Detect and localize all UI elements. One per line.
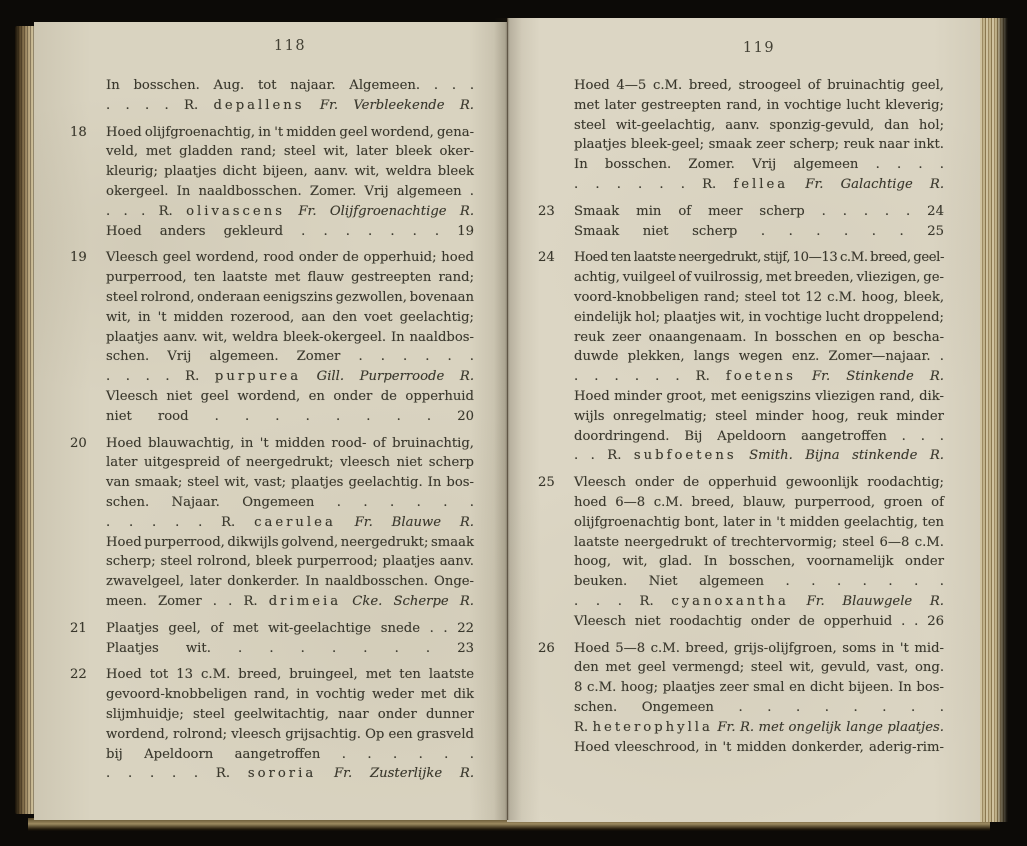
text-segment: hoog, wit, glad. In bosschen, voornamelijk onder	[574, 554, 945, 570]
text-segment: . . . . . R.	[106, 514, 255, 530]
text-line	[106, 222, 474, 242]
text-segment: purperrood, ten laatste met flauw gestreepten rand;	[106, 270, 475, 286]
species-authority-common-name: Fr. Verbleekende R.	[304, 97, 474, 113]
key-item	[70, 665, 475, 784]
text-segment: schen. Ongemeen . . . . . . . .	[574, 699, 944, 715]
text-line	[106, 665, 474, 685]
text-line	[574, 135, 944, 155]
text-line	[574, 678, 944, 698]
text-segment: reuk zeer onaangenaam. In bosschen en op bescha-	[574, 329, 945, 345]
text-segment: met later gestreepten rand, in vochtige lucht kleverig;	[574, 97, 944, 113]
text-segment: Hoed tot 13 c.M. breed, bruingeel, met ten laatste	[106, 667, 475, 683]
text-line	[574, 738, 944, 758]
text-line	[574, 513, 944, 533]
text-segment: okergeel. In naaldbosschen. Zomer. Vrij algemeen .	[106, 183, 474, 199]
species-authority-common-name: Fr. Olijfgroenachtige R.	[284, 203, 475, 219]
species-authority-common-name: Fr. R. met ongelijk lange plaatjes.	[712, 719, 944, 735]
text-line	[574, 248, 944, 268]
text-segment: Vleesch onder de opperhuid gewoonlijk roodachtig;	[574, 475, 945, 491]
text-segment: Vleesch niet geel wordend, en onder de opperhuid	[106, 388, 474, 404]
text-line	[106, 407, 474, 427]
text-line	[106, 76, 474, 96]
text-segment: van smaak; steel wit, vast; plaatjes geelachtig. In bos-	[106, 475, 475, 491]
text-segment: duwde plekken, langs wegen enz. Zomer—najaar. .	[574, 349, 944, 365]
text-segment: voord-knobbeligen rand; steel tot 12 c.M. hoog, bleek,	[574, 289, 945, 305]
text-line	[574, 718, 944, 738]
text-segment: In bosschen. Zomer. Vrij algemeen . . . .	[574, 157, 944, 173]
key-item	[574, 76, 944, 195]
text-segment: Hoed anders gekleurd . . . . . . . 19	[106, 223, 475, 239]
text-segment: Plaatjes wit. . . . . . . . 23	[106, 640, 474, 656]
text-segment: R.	[574, 719, 593, 735]
text-segment: . . . . . . R.	[574, 369, 726, 385]
text-segment: Hoed blauwachtig, in 't midden rood- of bruinachtig,	[106, 435, 474, 451]
text-segment: Vleesch niet roodachtig onder de opperhuid . . 26	[574, 613, 945, 629]
species-name: subfoetens	[633, 448, 737, 464]
text-line	[574, 572, 944, 592]
species-name: foetens	[725, 369, 796, 385]
text-segment: Hoed vleeschrood, in 't midden donkerder, aderig-rim-	[574, 739, 944, 755]
text-segment: wit, in 't midden rozerood, aan den voet geelachtig;	[106, 309, 474, 325]
text-line	[574, 493, 944, 513]
item-number: 23	[538, 203, 555, 219]
text-line	[106, 685, 474, 705]
text-line	[574, 639, 944, 659]
text-line	[574, 446, 944, 466]
text-line	[574, 592, 944, 612]
species-name: heterophylla	[592, 719, 713, 735]
item-number: 21	[70, 620, 87, 636]
text-line	[106, 288, 474, 308]
text-line	[574, 698, 944, 718]
page-edge-stack-left	[15, 26, 34, 814]
text-segment: . . R.	[574, 448, 634, 464]
species-authority-common-name: Fr. Zusterlijke R.	[316, 766, 475, 782]
text-line	[106, 268, 474, 288]
text-segment: wordend, rolrond; vleesch grijsachtig. Op een grasveld	[106, 726, 474, 742]
text-segment: bij Apeldoorn aangetroffen . . . . . .	[106, 746, 474, 762]
species-authority-common-name: Fr. Stinkende R.	[795, 369, 945, 385]
text-segment: steel rolrond, onderaan eenigszins gezwollen, bovenaan	[106, 289, 474, 305]
text-line	[106, 764, 474, 784]
species-authority-common-name: Fr. Blauwgele R.	[788, 593, 944, 609]
species-name: sororia	[247, 766, 317, 782]
text-segment: later uitgespreid of neergedrukt; vleesch niet scherp	[106, 455, 474, 471]
text-line	[106, 572, 474, 592]
page-text-left	[70, 76, 475, 784]
key-item	[538, 248, 945, 466]
item-number: 20	[70, 435, 87, 451]
book-gutter-line	[507, 18, 508, 820]
item-number: 25	[538, 475, 555, 491]
text-line	[106, 533, 474, 553]
species-name: caerulea	[254, 514, 336, 530]
item-number: 22	[70, 667, 87, 683]
text-line	[574, 116, 944, 136]
page-edge-stack-right	[980, 18, 1009, 822]
text-line	[106, 473, 474, 493]
text-line	[574, 658, 944, 678]
text-segment: wijls onregelmatig; steel minder hoog, reuk minder	[574, 408, 944, 424]
species-name: olivascens	[186, 203, 285, 219]
text-line	[106, 162, 474, 182]
text-line	[574, 533, 944, 553]
text-line	[106, 725, 474, 745]
text-line	[574, 473, 944, 493]
text-line	[574, 367, 944, 387]
text-line	[574, 288, 944, 308]
text-segment: doordringend. Bij Apeldoorn aangetroffen . . .	[574, 428, 944, 444]
text-segment: . . . R.	[574, 593, 672, 609]
text-line	[106, 367, 474, 387]
species-name: depallens	[213, 97, 305, 113]
text-line	[106, 453, 474, 473]
text-line	[106, 493, 474, 513]
text-line	[574, 76, 944, 96]
text-line	[106, 182, 474, 202]
text-segment: steel wit-geelachtig, aanv. sponzig-gevuld, dan hol;	[574, 117, 945, 133]
text-segment: achtig, vuilgeel of vuilrossig, met breeden, vliezigen, ge-	[574, 270, 944, 286]
text-segment: slijmhuidje; steel geelwitachtig, naar onder dunner	[106, 706, 474, 722]
text-segment: niet rood . . . . . . . . 20	[106, 408, 474, 424]
text-line	[574, 552, 944, 572]
text-segment: Smaak min of meer scherp . . . . . 24	[574, 203, 944, 219]
text-line	[106, 347, 474, 367]
text-line	[106, 248, 474, 268]
text-segment: Plaatjes geel, of met wit-geelachtige snede . . 22	[106, 620, 474, 636]
text-line	[574, 155, 944, 175]
text-segment: Hoed 5—8 c.M. breed, grijs-olijfgroen, soms in 't mid-	[574, 640, 944, 656]
text-segment: . . . . . . R.	[574, 176, 734, 192]
text-segment: Hoed olijfgroenachtig, in 't midden geel wordend, gena-	[106, 124, 475, 140]
book-page-right	[507, 18, 980, 822]
text-segment: scherp; steel rolrond, bleek purperrood; plaatjes aanv.	[106, 554, 474, 570]
text-line	[106, 639, 474, 659]
text-segment: Hoed ten laatste neergedrukt, stijf, 10—13 c.M. breed, geel-	[574, 250, 945, 266]
text-segment: . . . . . R.	[106, 766, 248, 782]
text-line	[574, 202, 944, 222]
text-line	[106, 619, 474, 639]
item-number: 24	[538, 250, 555, 266]
text-segment: zwavelgeel, later donkerder. In naaldbosschen. Onge-	[106, 574, 475, 590]
text-line	[106, 308, 474, 328]
text-segment: plaatjes aanv. wit, weldra bleek-okergeel. In naaldbos-	[106, 329, 475, 345]
book-page-left	[34, 22, 507, 820]
text-segment: 8 c.M. hoog; plaatjes zeer smal en dicht bijeen. In bos-	[574, 680, 944, 696]
text-line	[574, 96, 944, 116]
key-item	[70, 123, 475, 242]
species-authority-common-name: Cke. Scherpe R.	[341, 593, 474, 609]
text-line	[106, 745, 474, 765]
page-number-left: 118	[273, 38, 307, 54]
species-name: purpurea	[214, 369, 302, 385]
text-segment: schen. Najaar. Ongemeen . . . . . .	[106, 494, 475, 510]
page-text-right	[538, 76, 945, 757]
text-segment: . . . R.	[106, 203, 187, 219]
species-name: cyanoxantha	[671, 593, 789, 609]
text-segment: beuken. Niet algemeen . . . . . . .	[574, 574, 944, 590]
text-line	[574, 328, 944, 348]
text-segment: Vleesch geel wordend, rood onder de opperhuid; hoed	[106, 250, 474, 266]
text-segment: Hoed minder groot, met eenigszins vliezigen rand, dik-	[574, 388, 944, 404]
key-item	[70, 248, 475, 426]
species-name: drimeia	[268, 593, 342, 609]
text-segment: den met geel vermengd; steel wit, gevuld, vast, ong.	[574, 660, 945, 676]
text-segment: meen. Zomer . . R.	[106, 593, 269, 609]
text-line	[106, 434, 474, 454]
text-segment: Smaak niet scherp . . . . . . 25	[574, 223, 944, 239]
key-item	[538, 639, 945, 758]
text-line	[106, 387, 474, 407]
item-number: 19	[70, 250, 87, 266]
page-number-right: 119	[742, 40, 776, 56]
text-line	[574, 407, 944, 427]
text-segment: laatste neergedrukt of trechtervormig; steel 6—8 c.M.	[574, 534, 944, 550]
key-item	[538, 202, 944, 242]
text-line	[574, 222, 944, 242]
text-segment: In bosschen. Aug. tot najaar. Algemeen. . . .	[106, 78, 475, 93]
text-line	[106, 96, 474, 116]
text-segment: Hoed purperrood, dikwijls golvend, neergedrukt; smaak	[106, 534, 474, 550]
text-segment: gevoord-knobbeligen rand, in vochtig weder met dik	[106, 687, 474, 703]
text-line	[106, 552, 474, 572]
text-segment: Hoed 4—5 c.M. breed, stroogeel of bruinachtig geel,	[574, 78, 944, 93]
text-line	[574, 387, 944, 407]
text-line	[574, 175, 944, 195]
item-number: 18	[70, 124, 87, 140]
text-line	[106, 202, 474, 222]
species-authority-common-name: Fr. Blauwe R.	[335, 514, 474, 530]
species-authority-common-name: Fr. Galachtige R.	[788, 176, 945, 192]
text-segment: schen. Vrij algemeen. Zomer . . . . . .	[106, 349, 474, 365]
text-segment: . . . . R.	[106, 369, 215, 385]
text-line	[574, 308, 944, 328]
species-authority-common-name: Smith. Bijna stinkende R.	[736, 448, 944, 464]
text-segment: kleurig; plaatjes dicht bijeen, aanv. wit, weldra bleek	[106, 164, 475, 180]
text-line	[574, 427, 944, 447]
text-segment: . . . . R.	[106, 97, 214, 113]
text-line	[106, 142, 474, 162]
text-segment: veld, met gladden rand; steel wit, later bleek oker-	[106, 144, 474, 160]
text-segment: hoed 6—8 c.M. breed, blauw, purperrood, groen of	[574, 494, 944, 510]
text-line	[106, 705, 474, 725]
text-line	[106, 328, 474, 348]
species-authority-common-name: Gill. Purperroode R.	[301, 369, 475, 385]
text-segment: plaatjes bleek-geel; smaak zeer scherp; reuk naar inkt.	[574, 137, 944, 153]
key-item	[70, 434, 475, 612]
text-line	[574, 268, 944, 288]
species-name: fellea	[733, 176, 789, 192]
key-item	[106, 76, 474, 116]
text-segment: eindelijk hol; plaatjes wit, in vochtige lucht droppelend;	[574, 309, 944, 325]
key-item	[538, 473, 945, 631]
text-line	[106, 123, 474, 143]
item-number: 26	[538, 640, 555, 656]
text-line	[574, 347, 944, 367]
text-line	[106, 513, 474, 533]
key-item	[70, 619, 474, 659]
text-segment: olijfgroenachtig bont, later in 't midden geelachtig, ten	[574, 514, 944, 530]
text-line	[574, 612, 944, 632]
text-line	[106, 592, 474, 612]
